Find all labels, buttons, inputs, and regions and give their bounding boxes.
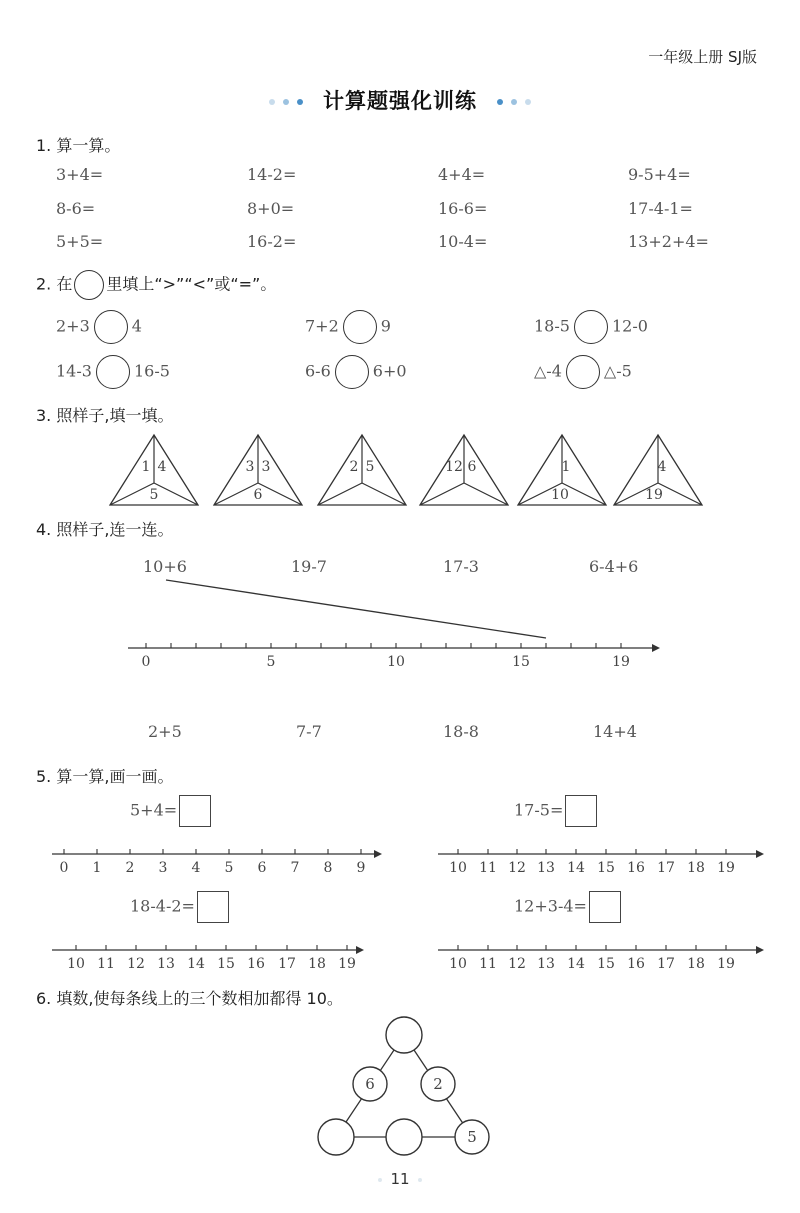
triangle-right-number: 4 [657,459,667,475]
axis-label: 5 [266,654,276,670]
axis-label: 18 [687,956,705,972]
page-number [0,1170,800,1188]
axis-label: 19 [612,654,630,670]
q4-bottom-expr[interactable]: 18-8 [443,722,479,741]
q5-expr: 18-4-2= [130,896,195,916]
triangle-left-number: 3 [245,459,255,475]
answer-circle[interactable] [94,310,128,344]
axis-label: 10 [449,860,467,876]
answer-circle[interactable] [335,355,369,389]
axis-label: 2 [125,860,135,876]
number-triangle [614,435,702,505]
q1-expr: 16-6= [438,199,488,218]
answer-box[interactable] [589,891,621,923]
axis-label: 6 [257,860,267,876]
q2-right: △-5 [603,361,632,381]
q2-left: 18-5 [534,316,570,336]
triangle-right-number: 5 [365,459,375,475]
answer-box[interactable] [179,795,211,827]
answer-circle[interactable] [343,310,377,344]
axis-label: 16 [627,956,645,972]
node-mid-left-value: 6 [365,1075,375,1093]
q2-left: 14-3 [56,361,92,381]
q2-left: △-4 [534,361,562,381]
q5-number-line-b [0,842,800,882]
q2-item [305,310,391,344]
q2-item [534,310,648,344]
axis-label: 18 [308,956,326,972]
q6-title: 6. 填数,使每条线上的三个数相加都得 10。 [36,989,343,1008]
triangles-diagram [0,425,800,510]
q4-bottom-expr[interactable]: 14+4 [593,722,637,741]
q2-title-post: 里填上“>”“<”或“=”。 [106,274,277,294]
q5-number-line-d [0,938,800,978]
axis-label: 15 [217,956,235,972]
triangle-bottom-number: 19 [645,487,663,503]
axis-label: 11 [479,860,497,876]
q1-expr: 13+2+4= [628,232,709,251]
q4-top-expr[interactable]: 17-3 [443,557,479,576]
decor-dot-icon [525,99,531,105]
answer-box[interactable] [565,795,597,827]
q2-right: 12-0 [611,316,648,336]
triangle-bottom-number: 6 [253,487,263,503]
q2-title [36,270,276,300]
q5-expr: 12+3-4= [514,896,587,916]
decor-dot-icon [497,99,503,105]
answer-circle[interactable] [566,355,600,389]
page-title [0,85,800,115]
decor-dot-icon [269,99,275,105]
q2-right: 16-5 [133,361,170,381]
axis-label: 16 [627,860,645,876]
title-text: 计算题强化训练 [323,89,477,113]
axis-label: 12 [127,956,145,972]
q1-expr: 16-2= [247,232,297,251]
axis-label: 3 [158,860,168,876]
axis-ticks [458,849,726,854]
axis-label: 19 [717,860,735,876]
axis-label: 13 [537,860,555,876]
axis-label: 18 [687,860,705,876]
node-bottom-mid [386,1119,422,1155]
page-number-text: 11 [390,1170,410,1188]
node-bottom-right-value: 5 [467,1128,477,1146]
q2-item [305,355,407,389]
q2-left: 2+3 [56,316,90,336]
node-bottom-left [318,1119,354,1155]
decor-dot-icon [511,99,517,105]
q5-title: 5. 算一算,画一画。 [36,767,174,786]
q2-item [56,310,142,344]
number-triangle [110,435,198,505]
number-triangle-puzzle [0,1010,800,1160]
axis-label: 12 [508,860,526,876]
axis-label: 1 [92,860,102,876]
number-triangle [214,435,302,505]
axis-label: 15 [597,956,615,972]
axis-label: 9 [356,860,366,876]
triangle-right-number: 4 [157,459,167,475]
q1-expr: 8-6= [56,199,96,218]
q2-left: 6-6 [305,361,331,381]
q1-expr: 14-2= [247,165,297,184]
triangle-left-number: 12 [445,459,463,475]
q4-top-expr[interactable]: 19-7 [291,557,327,576]
q2-item [56,355,170,389]
q4-title: 4. 照样子,连一连。 [36,520,174,539]
triangle-right-number: 6 [467,459,477,475]
answer-circle[interactable] [96,355,130,389]
q2-left: 7+2 [305,316,339,336]
axis-label: 14 [567,860,585,876]
q2-right: 4 [131,316,142,336]
axis-label: 8 [323,860,333,876]
grade-label: 一年级上册 SJ版 [648,48,757,66]
q1-expr: 4+4= [438,165,486,184]
axis-label: 15 [512,654,530,670]
answer-circle[interactable] [574,310,608,344]
q1-expr: 10-4= [438,232,488,251]
q4-bottom-expr[interactable]: 2+5 [148,722,182,741]
triangle-left-number: 1 [141,459,151,475]
axis-label: 19 [717,956,735,972]
example-connect-line [166,580,546,638]
decor-dot-icon [378,1178,382,1182]
axis-label: 16 [247,956,265,972]
axis-arrow-icon [652,644,660,652]
axis-label: 17 [657,860,675,876]
decor-dot-icon [418,1178,422,1182]
q5-expr: 5+4= [130,800,178,820]
q3-title: 3. 照样子,填一填。 [36,406,174,425]
number-triangle [420,435,508,505]
q5-problem [514,891,621,923]
q5-problem [130,795,211,827]
axis-arrow-icon [756,946,764,954]
q1-expr: 3+4= [56,165,104,184]
axis-label: 0 [141,654,151,670]
axis-label: 15 [597,860,615,876]
triangle-bottom-number: 5 [149,487,159,503]
axis-label: 5 [224,860,234,876]
axis-label: 4 [191,860,201,876]
q1-expr: 9-5+4= [628,165,691,184]
q1-expr: 8+0= [247,199,295,218]
axis-label: 0 [59,860,69,876]
triangle-right-number: 3 [261,459,271,475]
axis-label: 14 [187,956,205,972]
triangle-right-number: 1 [561,459,571,475]
triangle-left-number: 2 [349,459,359,475]
q2-right: 6+0 [372,361,407,381]
axis-label: 10 [67,956,85,972]
axis-label: 10 [387,654,405,670]
q1-expr: 5+5= [56,232,104,251]
triangle-bottom-number: 10 [551,487,569,503]
axis-ticks [458,945,726,950]
axis-arrow-icon [756,850,764,858]
q1-expr: 17-4-1= [628,199,693,218]
axis-ticks [146,643,621,648]
q2-item [534,355,632,389]
axis-label: 7 [290,860,300,876]
axis-label: 13 [537,956,555,972]
axis-label: 14 [567,956,585,972]
axis-label: 17 [278,956,296,972]
answer-box[interactable] [197,891,229,923]
q5-expr: 17-5= [514,800,564,820]
q4-bottom-expr[interactable]: 7-7 [296,722,322,741]
compare-circle-icon [74,270,104,300]
q5-problem [130,891,229,923]
axis-label: 11 [479,956,497,972]
q4-top-expr[interactable]: 6-4+6 [589,557,639,576]
decor-dot-icon [297,99,303,105]
q4-number-line [0,570,800,680]
axis-label: 11 [97,956,115,972]
q2-right: 9 [380,316,391,336]
number-triangle [518,435,606,505]
q4-top-expr[interactable]: 10+6 [143,557,187,576]
axis-label: 17 [657,956,675,972]
node-top [386,1017,422,1053]
axis-label: 19 [338,956,356,972]
axis-label: 10 [449,956,467,972]
decor-dot-icon [283,99,289,105]
number-triangle [318,435,406,505]
q2-title-pre: 2. 在 [36,274,73,294]
axis-label: 13 [157,956,175,972]
q5-problem [514,795,597,827]
axis-label: 12 [508,956,526,972]
q1-title: 1. 算一算。 [36,136,121,155]
node-mid-right-value: 2 [433,1075,443,1093]
